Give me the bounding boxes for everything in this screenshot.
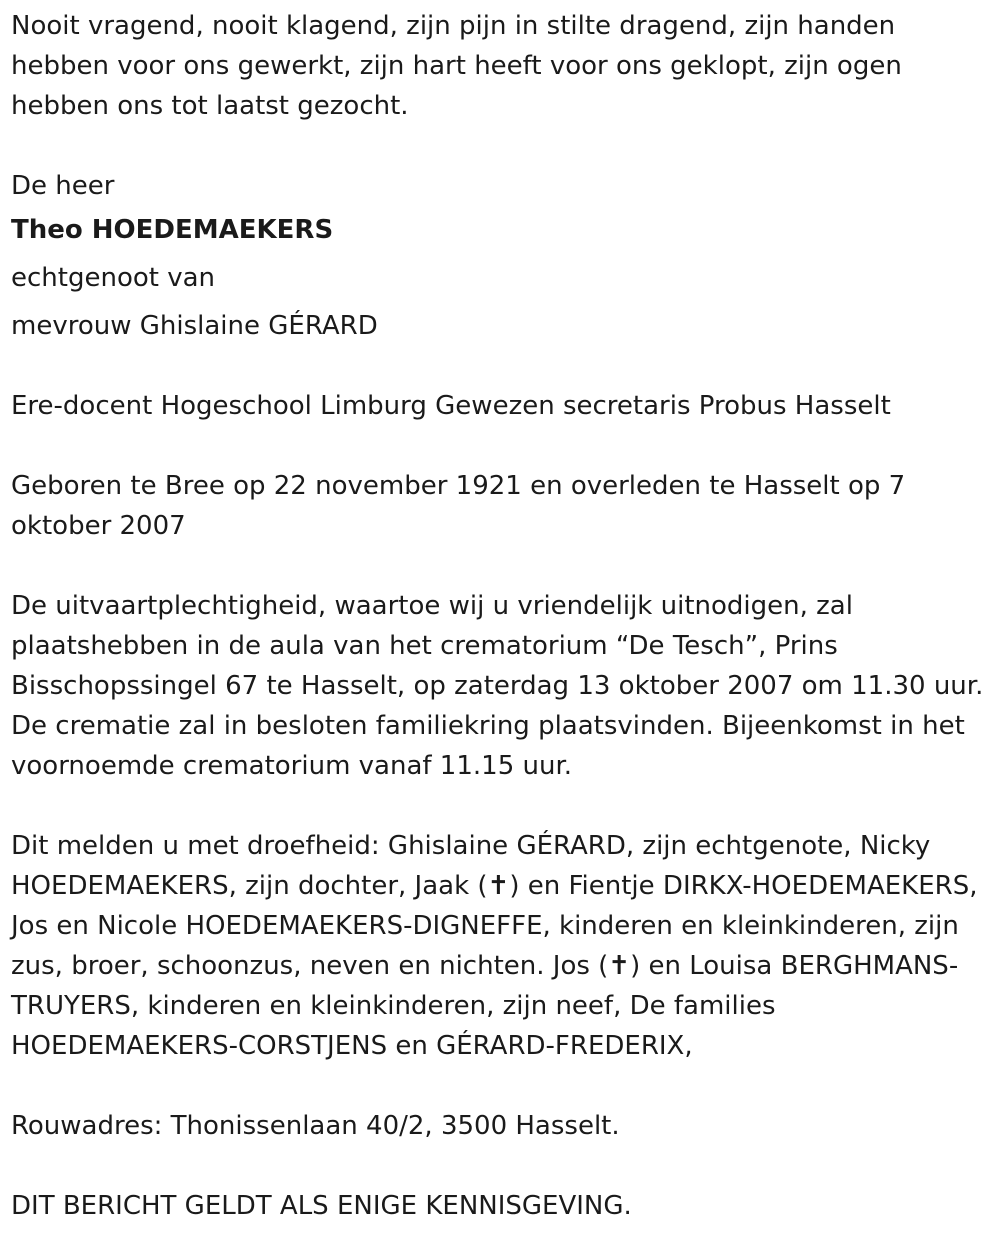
titles-paragraph xyxy=(11,386,996,426)
birth-death-line: oktober 2007 xyxy=(11,511,186,541)
notice-text: DIT BERICHT GELDT ALS ENIGE KENNISGEVING. xyxy=(11,1191,632,1221)
ceremony-line: De crematie zal in besloten familiekring plaatsvinden. Bijeenkomst in het xyxy=(11,711,965,741)
intro-line: hebben ons tot laatst gezocht. xyxy=(11,91,409,121)
deceased-name: Theo HOEDEMAEKERS xyxy=(11,215,334,245)
spacer xyxy=(11,546,996,586)
ceremony-line: Bisschopssingel 67 te Hasselt, op zaterdag 13 oktober 2007 om 11.30 uur. xyxy=(11,671,984,701)
family-line: zus, broer, schoonzus, neven en nichten. Jos (✝) en Louisa BERGHMANS- xyxy=(11,951,959,981)
ceremony-line: De uitvaartplechtigheid, waartoe wij u vriendelijk uitnodigen, zal xyxy=(11,591,853,621)
spacer xyxy=(11,786,996,826)
ceremony-line: voornoemde crematorium vanaf 11.15 uur. xyxy=(11,751,573,781)
intro-paragraph xyxy=(11,6,996,126)
spacer xyxy=(11,1066,996,1106)
intro-line: hebben voor ons gewerkt, zijn hart heeft voor ons geklopt, zijn ogen xyxy=(11,51,902,81)
birth-death-paragraph xyxy=(11,466,996,546)
family-line: TRUYERS, kinderen en kleinkinderen, zijn neef, De families xyxy=(11,991,776,1021)
salutation: De heer xyxy=(11,171,115,201)
family-line: HOEDEMAEKERS, zijn dochter, Jaak (✝) en Fientje DIRKX-HOEDEMAEKERS, xyxy=(11,871,978,901)
family-line: Jos en Nicole HOEDEMAEKERS-DIGNEFFE, kinderen en kleinkinderen, zijn xyxy=(11,911,959,941)
birth-death-line: Geboren te Bree op 22 november 1921 en overleden te Hasselt op 7 xyxy=(11,471,906,501)
mourning-address: Rouwadres: Thonissenlaan 40/2, 3500 Hasselt. xyxy=(11,1111,620,1141)
family-line: HOEDEMAEKERS-CORSTJENS en GÉRARD-FREDERIX, xyxy=(11,1031,693,1061)
titles-line: Ere-docent Hogeschool Limburg Gewezen secretaris Probus Hasselt xyxy=(11,391,891,421)
notice-paragraph xyxy=(11,1186,996,1226)
family-line: Dit melden u met droefheid: Ghislaine GÉRARD, zijn echtgenote, Nicky xyxy=(11,831,931,861)
address-paragraph xyxy=(11,1106,996,1146)
spacer xyxy=(11,1146,996,1186)
ceremony-paragraph xyxy=(11,586,996,786)
spacer xyxy=(11,126,996,166)
relation-label: echtgenoot van xyxy=(11,263,216,293)
person-block xyxy=(11,166,996,350)
spacer xyxy=(11,350,996,386)
ceremony-line: plaatshebben in de aula van het crematorium “De Tesch”, Prins xyxy=(11,631,838,661)
spacer xyxy=(11,426,996,466)
intro-line: Nooit vragend, nooit klagend, zijn pijn in stilte dragend, zijn handen xyxy=(11,11,896,41)
spouse-name: mevrouw Ghislaine GÉRARD xyxy=(11,311,378,341)
obituary-notice xyxy=(11,6,996,1226)
family-paragraph xyxy=(11,826,996,1066)
